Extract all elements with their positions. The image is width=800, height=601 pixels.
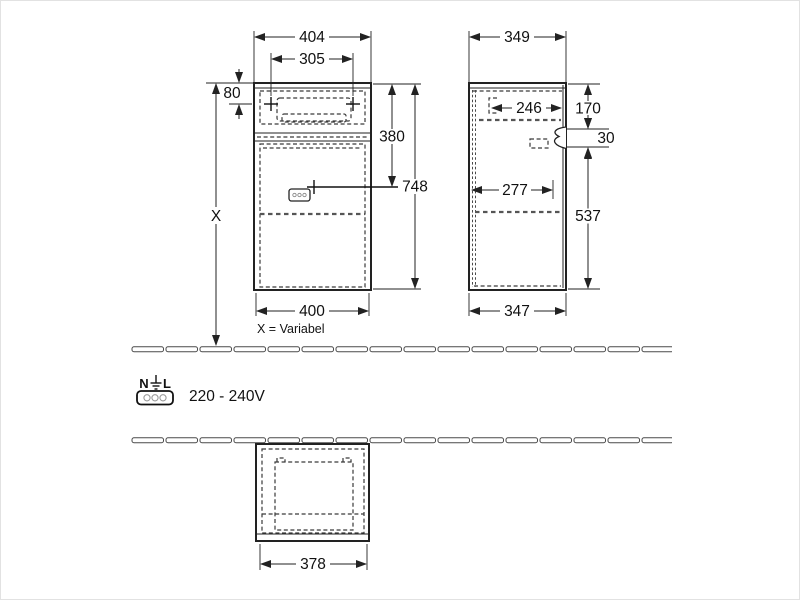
dimension-front-handle-span	[271, 51, 353, 96]
terminal-n-label: N	[139, 376, 149, 391]
dimension-front-width-bottom	[256, 293, 369, 320]
svg-text:170: 170	[575, 100, 601, 118]
dimension-top-width	[260, 544, 367, 573]
variable-note: X = Variabel	[257, 322, 325, 336]
connection-point-cross	[307, 180, 398, 194]
svg-text:380: 380	[379, 128, 405, 146]
handle-recess-outline	[277, 98, 351, 121]
svg-text:400: 400	[299, 303, 325, 320]
svg-text:347: 347	[504, 303, 530, 320]
svg-text:277: 277	[502, 182, 528, 199]
power-socket-icon	[137, 391, 173, 405]
side-section-view	[469, 29, 615, 320]
wall-tile-line-lower	[131, 437, 672, 444]
cable-outlet-notch	[530, 127, 566, 149]
voltage-label: 220 - 240V	[189, 388, 265, 405]
dimension-front-handle-offset	[206, 69, 254, 119]
socket-outlet-icon	[289, 189, 310, 201]
earth-ground-icon	[151, 375, 162, 389]
fixing-point-cross-right	[346, 97, 360, 111]
dimension-front-upper-height	[373, 84, 421, 186]
cabinet-dimension-drawing	[1, 1, 800, 601]
dimension-side-shelf-depth	[472, 180, 553, 199]
svg-text:246: 246	[516, 100, 542, 117]
plan-interior-outline	[275, 462, 353, 530]
dimension-side-depth-top	[469, 29, 566, 82]
dimension-side-recess-width	[492, 100, 561, 117]
door-outline	[260, 144, 365, 287]
dimension-side-lower-height	[568, 149, 602, 289]
svg-text:80: 80	[223, 85, 241, 102]
svg-text:748: 748	[402, 178, 428, 196]
dimension-side-depth-bottom	[469, 293, 566, 320]
fixing-point-cross-left	[264, 97, 278, 111]
svg-text:537: 537	[575, 208, 601, 225]
terminal-l-label: L	[163, 376, 171, 391]
dimension-height-variable	[207, 84, 225, 345]
recess-bracket	[489, 98, 497, 113]
plan-view	[256, 444, 369, 573]
front-elevation-view	[206, 29, 429, 345]
svg-text:404: 404	[299, 29, 325, 46]
dimension-side-outlet-height	[566, 115, 615, 161]
svg-text:X: X	[210, 208, 222, 225]
wall-tile-line-upper	[131, 346, 672, 353]
power-connection-symbol	[137, 375, 265, 405]
drawer-front-outline	[260, 91, 365, 124]
dimension-side-outlet-offset	[568, 84, 602, 128]
svg-text:305: 305	[299, 51, 325, 68]
svg-text:378: 378	[300, 556, 326, 573]
svg-text:30: 30	[597, 130, 615, 147]
svg-text:349: 349	[504, 29, 530, 46]
